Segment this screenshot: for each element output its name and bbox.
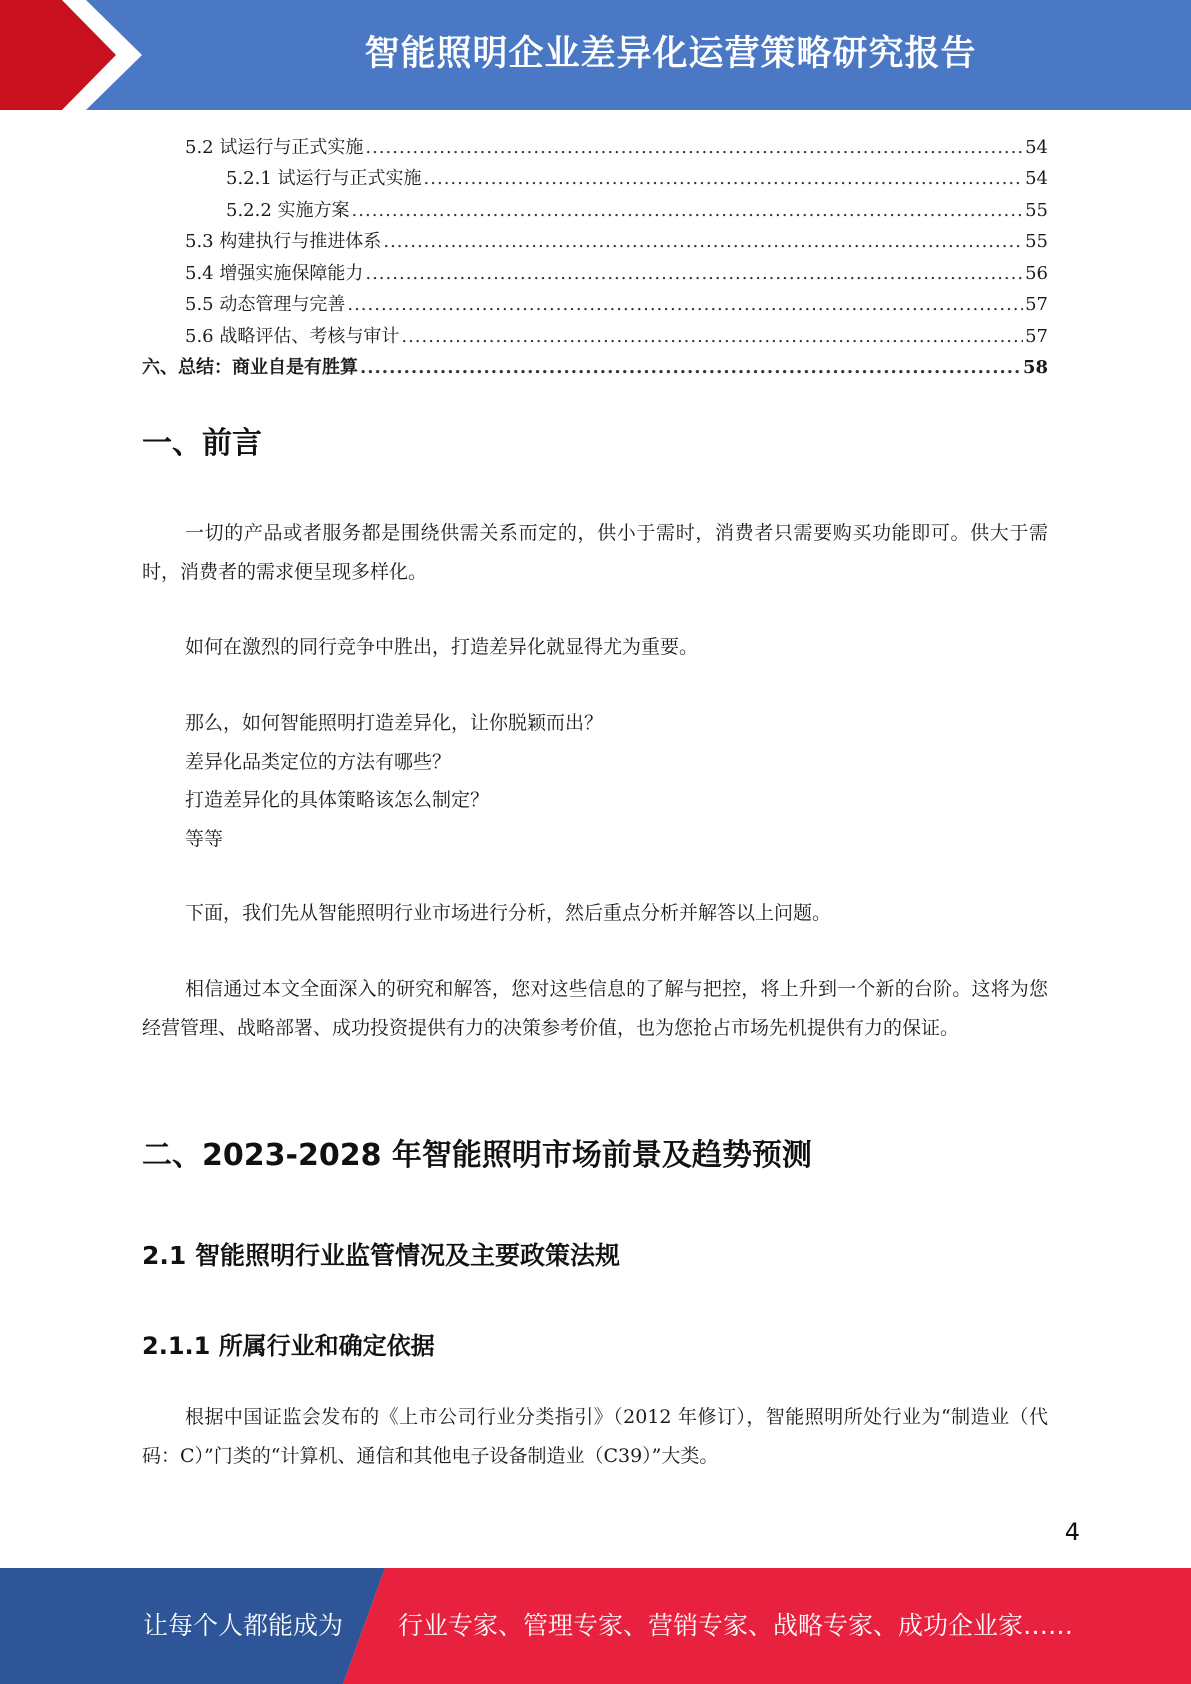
toc-entry-label: 六、总结：商业自是有胜算 — [142, 357, 358, 378]
toc-entry-label: 5.4 增强实施保障能力 — [185, 262, 364, 284]
toc-entry-page: 54 — [1025, 136, 1048, 158]
toc-entry[interactable] — [142, 159, 1048, 191]
paragraph: 相信通过本文全面深入的研究和解答，您对这些信息的了解与把控，将上升到一个新的台阶。这将为您经营管理、战略部署、成功投资提供有力的决策参考价值，也为您抢占市场先机提供有力的保证。 — [142, 978, 1048, 1039]
toc-entry[interactable] — [142, 190, 1048, 222]
toc-entry[interactable] — [142, 127, 1048, 159]
question-line: 那么，如何智能照明打造差异化，让你脱颖而出？ — [185, 712, 604, 734]
toc-entry-label: 5.2.2 实施方案 — [226, 199, 350, 221]
toc-entry-page: 55 — [1025, 199, 1048, 221]
footer-slogan-right: 行业专家、管理专家、营销专家、战略专家、成功企业家…… — [398, 1611, 1074, 1640]
page-header — [0, 0, 1191, 110]
question-line: 等等 — [185, 827, 224, 850]
paragraph: 如何在激烈的同行竞争中胜出，打造差异化就显得尤为重要。 — [185, 636, 699, 658]
toc-entry-label: 5.3 构建执行与推进体系 — [185, 231, 382, 252]
toc-entry-label: 5.2 试运行与正式实施 — [185, 136, 364, 158]
paragraph: 下面，我们先从智能照明行业市场进行分析，然后重点分析并解答以上问题。 — [185, 902, 832, 924]
paragraph: 根据中国证监会发布的《上市公司行业分类指引》（2012 年修订），智能照明所处行业为“制造业（代码：C）”门类的“计算机、通信和其他电子设备制造业（C39）”大类。 — [142, 1406, 1048, 1467]
toc-entry-page: 56 — [1025, 262, 1048, 284]
header-arrow-decoration — [0, 0, 160, 110]
toc-entry-page: 55 — [1025, 231, 1048, 252]
question-list — [185, 704, 603, 858]
question-line: 差异化品类定位的方法有哪些？ — [185, 750, 452, 773]
toc-entry-page: 58 — [1022, 357, 1048, 378]
question-line: 打造差异化的具体策略该怎么制定？ — [185, 789, 490, 811]
toc-entry-label: 5.5 动态管理与完善 — [185, 294, 346, 315]
toc-entry[interactable] — [142, 285, 1048, 317]
toc-entry-page: 57 — [1025, 325, 1048, 347]
toc-entry-page: 57 — [1025, 294, 1048, 315]
toc-entry[interactable] — [142, 316, 1048, 348]
paragraph: 一切的产品或者服务都是围绕供需关系而定的，供小于需时，消费者只需要购买功能即可。供大于需时，消费者的需求便呈现多样化。 — [142, 522, 1048, 583]
section-heading-preface: 一、前言 — [142, 426, 262, 461]
footer-slogan-left: 让每个人都能成为 — [143, 1611, 344, 1640]
subsubsection-heading: 2.1.1 所属行业和确定依据 — [142, 1332, 435, 1360]
toc-entry-label: 5.6 战略评估、考核与审计 — [185, 325, 400, 347]
table-of-contents — [142, 127, 1048, 379]
section-heading-market: 二、2023-2028 年智能照明市场前景及趋势预测 — [142, 1138, 812, 1173]
page-number: 4 — [1064, 1518, 1080, 1546]
toc-entry[interactable] — [142, 222, 1048, 254]
subsection-heading: 2.1 智能照明行业监管情况及主要政策法规 — [142, 1241, 620, 1270]
toc-entry-page: 54 — [1025, 168, 1048, 189]
toc-entry[interactable] — [142, 253, 1048, 285]
page-footer — [0, 1568, 1191, 1684]
toc-entry-chapter[interactable] — [142, 348, 1048, 380]
report-title: 智能照明企业差异化运营策略研究报告 — [364, 34, 977, 74]
toc-entry-label: 5.2.1 试运行与正式实施 — [226, 168, 422, 189]
